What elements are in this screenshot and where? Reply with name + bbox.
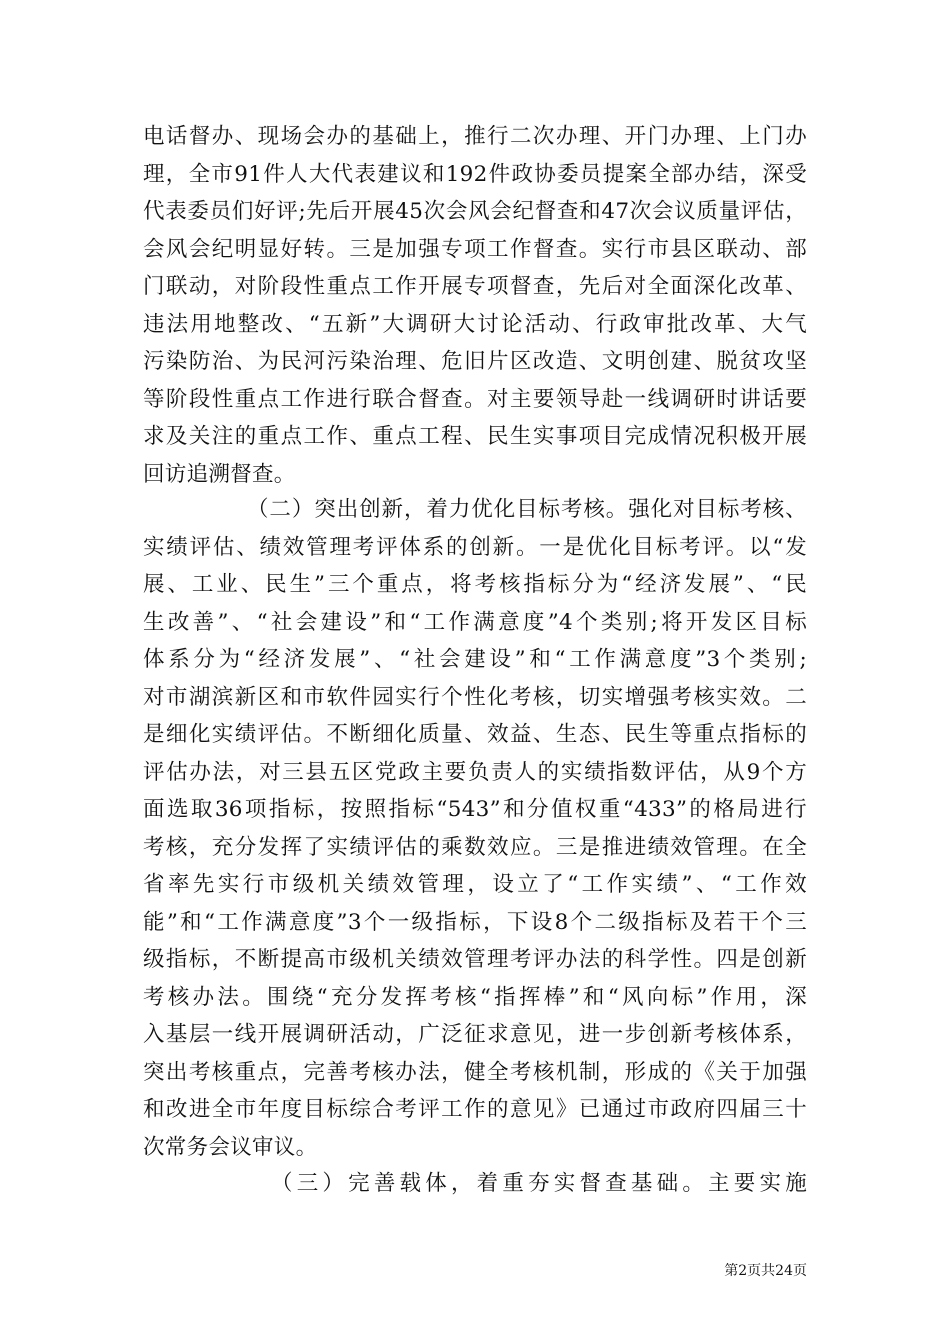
- body-paragraph-1: [143, 118, 807, 493]
- paragraph-line: 展、工业、民生”三个重点，将考核指标分为“经济发展”、“民: [143, 572, 807, 597]
- paragraph-line: 考核，充分发挥了实绩评估的乘数效应。三是推进绩效管理。在全: [143, 834, 807, 860]
- paragraph-line: 污染防治、为民河污染治理、危旧片区改造、文明创建、脱贫攻坚: [143, 349, 807, 374]
- paragraph-line: 考核办法。围绕“充分发挥考核“指挥棒”和“风向标”作用，深: [143, 984, 807, 1010]
- paragraph-line: 次常务会议审议。: [143, 1134, 318, 1160]
- paragraph-line: 门联动，对阶段性重点工作开展专项督查，先后对全面深化改革、: [143, 274, 807, 299]
- paragraph-line: 能”和“工作满意度”3个一级指标，下设8个二级指标及若干个三: [143, 909, 807, 935]
- paragraph-line: 省率先实行市级机关绩效管理，设立了“工作实绩”、“工作效: [143, 872, 807, 897]
- paragraph-line: 体系分为“经济发展”、“社会建设”和“工作满意度”3个类别;: [143, 647, 807, 672]
- body-paragraph-2: [143, 491, 807, 1166]
- paragraph-line: 评估办法，对三县五区党政主要负责人的实绩指数评估，从9个方: [143, 759, 807, 785]
- paragraph-line: 面选取36项指标，按照指标“543”和分值权重“433”的格局进行: [143, 797, 807, 822]
- paragraph-line: 和改进全市年度目标综合考评工作的意见》已通过市政府四届三十: [143, 1097, 807, 1122]
- page-number-footer: 第2页共24页: [724, 1263, 807, 1279]
- paragraph-line: 代表委员们好评;先后开展45次会风会纪督查和47次会议质量评估，: [143, 199, 807, 224]
- paragraph-line: 实绩评估、绩效管理考评体系的创新。一是优化目标考评。以“发: [143, 534, 807, 560]
- body-paragraph-3: [143, 1165, 807, 1203]
- paragraph-line: 求及关注的重点工作、重点工程、民生实事项目完成情况积极开展: [143, 424, 807, 449]
- paragraph-line: 生改善”、“社会建设”和“工作满意度”4个类别;将开发区目标: [143, 609, 807, 635]
- paragraph-line: 理，全市91件人大代表建议和192件政协委员提案全部办结，深受: [143, 161, 807, 187]
- paragraph-line: 会风会纪明显好转。三是加强专项工作督查。实行市县区联动、部: [143, 236, 807, 262]
- paragraph-line: 违法用地整改、“五新”大调研大讨论活动、行政审批改革、大气: [143, 311, 807, 337]
- paragraph-line: 是细化实绩评估。不断细化质量、效益、生态、民生等重点指标的: [143, 722, 807, 747]
- paragraph-line: 入基层一线开展调研活动，广泛征求意见，进一步创新考核体系，: [143, 1022, 807, 1047]
- paragraph-line: 突出考核重点，完善考核办法，健全考核机制，形成的《关于加强: [143, 1059, 807, 1085]
- paragraph-line: 电话督办、现场会办的基础上，推行二次办理、开门办理、上门办: [143, 124, 807, 149]
- paragraph-heading-line: （三）完善载体，着重夯实督查基础。主要实施: [271, 1171, 807, 1196]
- paragraph-heading-line: （二）突出创新，着力优化目标考核。强化对目标考核、: [247, 497, 807, 522]
- paragraph-line: 等阶段性重点工作进行联合督查。对主要领导赴一线调研时讲话要: [143, 386, 807, 412]
- paragraph-line: 回访追溯督查。: [143, 461, 296, 487]
- paragraph-line: 级指标，不断提高市级机关绩效管理考评办法的科学性。四是创新: [143, 947, 807, 972]
- paragraph-line: 对市湖滨新区和市软件园实行个性化考核，切实增强考核实效。二: [143, 684, 807, 710]
